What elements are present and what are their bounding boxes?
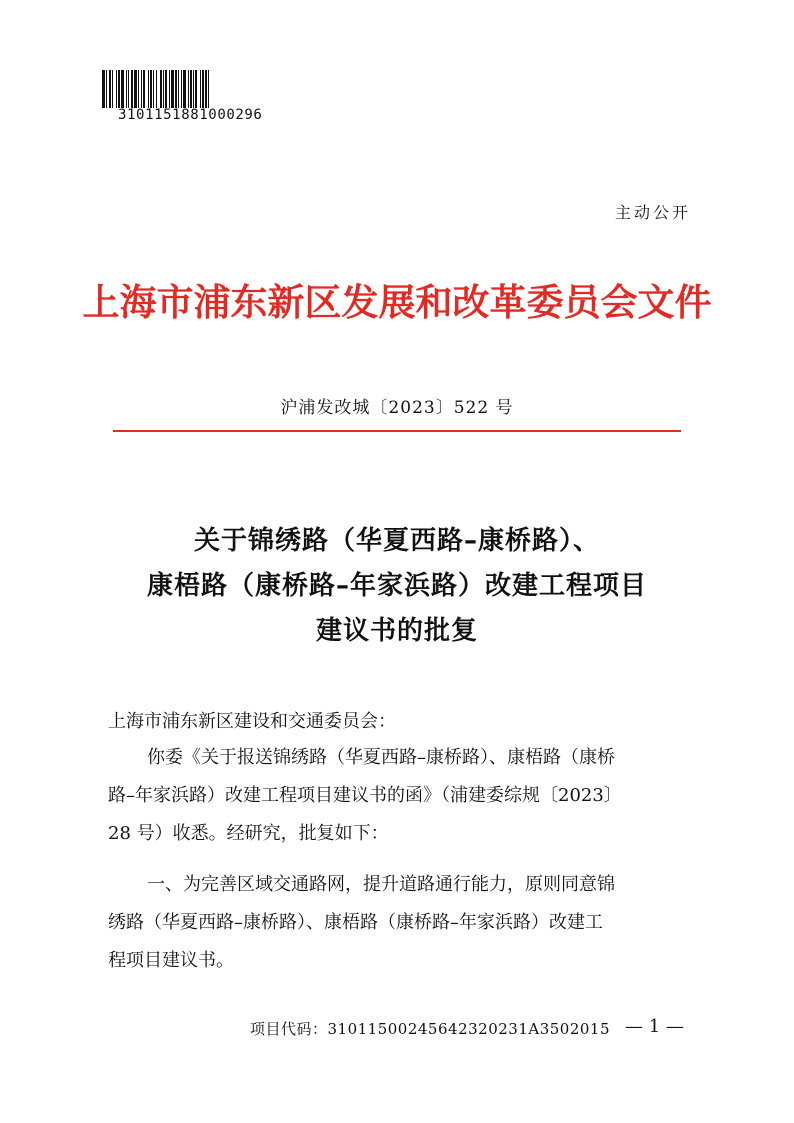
- paragraph-1-line-2: 路–年家浜路）改建工程项目建议书的函》（浦建委综规〔2023〕: [108, 785, 622, 806]
- paragraph-2-line-3: 程项目建议书。: [108, 950, 234, 971]
- paragraph-1-line-1: 你委《关于报送锦绣路（华夏西路–康桥路）、康梧路（康桥: [147, 747, 615, 768]
- paragraph-1-line-3: 28 号）收悉。经研究，批复如下：: [108, 823, 389, 844]
- title-line-1: 关于锦绣路（华夏西路–康桥路）、: [193, 526, 600, 556]
- project-code: 项目代码：31011500245642320231A3502015: [250, 1020, 611, 1038]
- barcode-number: 3101151881000296: [118, 107, 263, 123]
- barcode: [102, 70, 292, 108]
- paragraph-2-line-2: 绣路（华夏西路–康桥路）、康梧路（康桥路–年家浜路）改建工: [108, 912, 603, 933]
- disclosure-label: 主动公开: [614, 203, 691, 222]
- paragraph-2-line-1: 一、为完善区域交通路网，提升道路通行能力，原则同意锦: [147, 874, 615, 895]
- document-number: 沪浦发改城〔2023〕522 号: [280, 398, 514, 418]
- title-line-2: 康梧路（康桥路–年家浜路）改建工程项目: [146, 571, 647, 601]
- title-line-3: 建议书的批复: [315, 616, 478, 646]
- issuer-heading: 上海市浦东新区发展和改革委员会文件: [82, 280, 712, 324]
- red-divider: [113, 430, 681, 432]
- salutation: 上海市浦东新区建设和交通委员会：: [108, 711, 396, 732]
- page-number: — 1 —: [625, 1016, 684, 1037]
